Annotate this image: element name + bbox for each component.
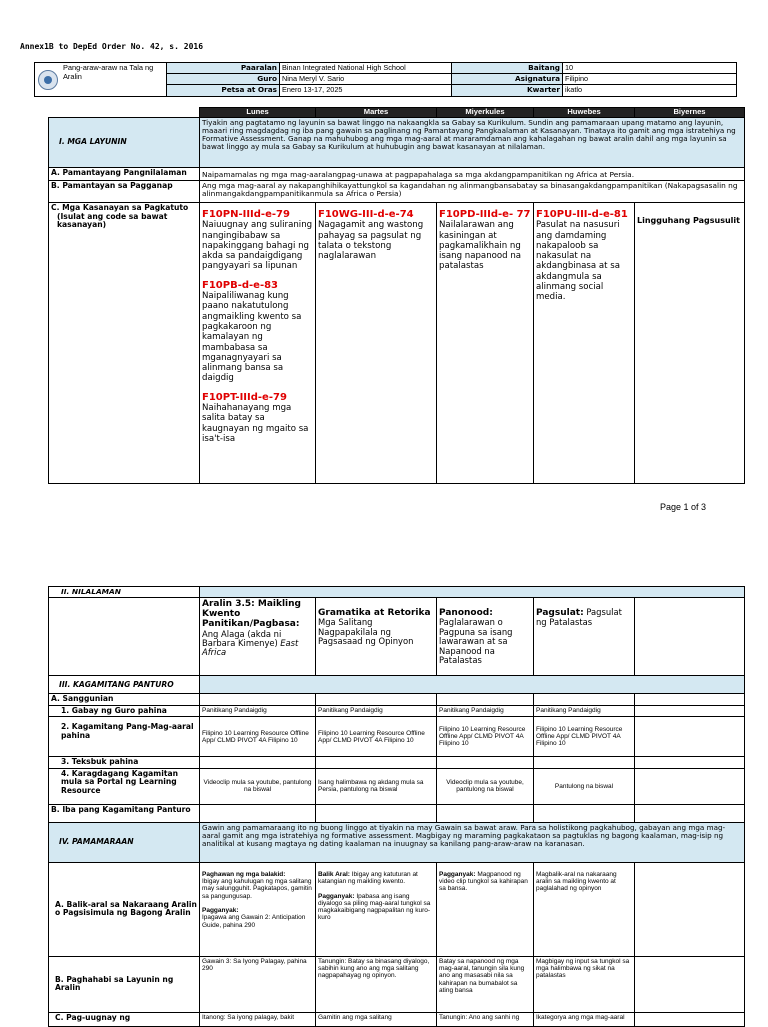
gabay-martes: Panitikang Pandaigdig	[316, 705, 437, 717]
balik-miy-t: Magpanood ng video clip tungkol sa kahirapan sa bansa.	[439, 870, 528, 893]
day-huwebes: Huwebes	[534, 108, 635, 118]
panonood-title: Panonood:	[439, 608, 493, 619]
kwarter-value: ikatlo	[563, 85, 737, 96]
kasanayan-label: C. Mga Kasanayan sa Pagkatuto	[51, 203, 189, 212]
balik-martes-h2: Pagganyak:	[318, 892, 355, 900]
pag-uugnay-martes: Gamitin ang mga salitang	[316, 1012, 437, 1026]
akda-text: Ang Alaga (akda ni Barbara Kimenye)	[202, 628, 282, 648]
paghahabi-martes: Tanungin: Batay sa binasang diyalogo, sabihin kung ano ang mga salitang nagpapahayag ng opinyon.	[316, 956, 437, 1012]
pag-uugnay-huwebes: Ikategorya ang mga mag-aaral	[534, 1012, 635, 1026]
page1-table	[48, 107, 745, 484]
pag-uugnay-lunes: Itanong: Sa iyong palagay, bakit	[200, 1012, 316, 1026]
kasanayan-lunes	[200, 203, 316, 484]
balik-lunes-t1: Ibigay ang kahulugan ng mga salitang may salungguhit. Pagkatapos, gamitin sa pangungusap.	[202, 878, 312, 900]
kasanayan-sub: (Isulat ang code sa bawat kasanayan)	[57, 211, 168, 229]
balik-miy-h: Pagganyak:	[439, 870, 476, 878]
kagamitan-pang-label: 2. Kagamitang Pang-Mag-aaral pahina	[49, 717, 200, 757]
pangnilalaman-label: A. Pamantayang Pangnilalaman	[49, 168, 200, 181]
pangnilalaman-text: Naipamamalas ng mga mag-aaralangpag-unawa at pagpapahalaga sa mga akdangpampanitikan ng Africa at Persia.	[200, 168, 745, 181]
day-martes: Martes	[316, 108, 437, 118]
day-miyerkules: Miyerkules	[437, 108, 534, 118]
balik-lunes-h1: Paghawan ng mga balakid:	[202, 870, 286, 878]
karagdagang-martes: Isang halimbawa ng akdang mula sa Persia, pantulong na biswal	[316, 768, 437, 804]
obj-lunes-3: Naihahanayang mga salita batay sa kaugnayan ng mgaito sa isa't-isa	[202, 402, 309, 444]
obj-lunes-2: Naipaliliwanag kung paano nakatutulong angmaikling kwento sa pagkakaroon ng kamalayan ng mambabasa sa mganagnyayari sa alinmang bansa sa daigdig	[202, 290, 302, 384]
kagamitan-martes: Filipino 10 Learning Resource Offline App/ CLMD PIVOT 4A Filipino 10	[316, 717, 437, 757]
aralin-title: Aralin 3.5: Maikling Kwento	[202, 599, 301, 620]
pamamaraan-label: IV. PAMAMARAAN	[49, 822, 200, 862]
code-huwebes: F10PU-III-d-e-81	[536, 209, 628, 220]
gabay-label: 1. Gabay ng Guro pahina	[49, 705, 200, 717]
balik-martes-t2: Ipabasa ang isang diyalogo sa piling mag-aaral tungkol sa magkakaibigang nagpapalitan ng kuro-kuro	[318, 892, 431, 922]
paghahabi-lunes: Gawain 3: Sa Iyong Palagay, pahina 290	[200, 956, 316, 1012]
code-lunes-3: F10PT-IIId-e-79	[202, 391, 287, 403]
akda-place: East Africa	[202, 637, 299, 658]
teksbuk-label: 3. Teksbuk pahina	[49, 757, 200, 769]
kasanayan-huwebes	[534, 203, 635, 484]
karagdagang-huwebes: Pantulong na biswal	[534, 768, 635, 804]
code-lunes-2: F10PB-d-e-83	[202, 279, 279, 291]
kagamitan-label: III. KAGAMITANG PANTURO	[49, 676, 200, 694]
nilalaman-martes	[316, 598, 437, 676]
pag-uugnay-miyerkules: Tanungin: Ano ang sanhi ng	[437, 1012, 534, 1026]
baitang-label: Baitang	[452, 63, 563, 74]
layunin-label: I. MGA LAYUNIN	[49, 118, 200, 168]
asignatura-value: Filipino	[563, 74, 737, 85]
petsa-value: Enero 13-17, 2025	[280, 85, 452, 96]
balik-martes-t1: Ibigay ang katuturan at katangian ng maikling kwento.	[318, 870, 418, 886]
gramatika-title: Gramatika at Retorika	[318, 608, 431, 619]
pagsulat-title: Pagsulat:	[536, 608, 584, 619]
obj-huwebes: Pasulat na nasusuri ang damdaming nakapaloob sa nakasulat na akdangbinasa at sa akdangmula sa alinmang social media.	[536, 220, 621, 303]
paaralan-value: Binan Integrated National High School	[280, 63, 452, 74]
balik-lunes-h2: Pagganyak:	[202, 907, 239, 915]
gabay-huwebes: Panitikang Pandaigdig	[534, 705, 635, 717]
kwarter-label: Kwarter	[452, 85, 563, 96]
layunin-text: Tiyakin ang pagtatamo ng layunin sa bawat linggo na nakaangkla sa Gabay sa Kurikulum. Sundin ang pamamaraan upang matamo ang layunin, maaari ring magdagdag ng iba pang gawain sa paglinang ng Pamantayang Pangkaalaman at Kasanayan. Tinataya ito gamit ang mga istratehiya ng Formative Assessment. Ganap na mahuhubog ang mga mag-aaral at mararamdaman ang kahalagahan ng bawat aralin dahil ang mga layunin sa bawat linggo ay mula sa Gabay sa Kurikulum at huhubugin ang bawat kasanayan at nilalaman.	[200, 118, 745, 168]
nilalaman-lunes	[200, 598, 316, 676]
kagamitan-lunes: Filipino 10 Learning Resource Offline App/ CLMD PIVOT 4A Filipino 10	[200, 717, 316, 757]
kasanayan-biyernes	[635, 203, 745, 484]
pamamaraan-text: Gawin ang pamamaraang ito ng buong linggo at tiyakin na may Gawain sa bawat araw. Para sa holistikong pagkahubog, gabayan ang mga mag-aaral gamit ang mga istratehiya ng formative assessment. Magbigay ng maraming pagkakataon sa pagtuklas ng bagong kaalaman, mag-isip ng analitikal at kusang magtaya ng dating kaalaman na inuugnay sa kanilang pang-araw-araw na karanasan.	[200, 822, 745, 862]
nilalaman-label: II. NILALAMAN	[49, 587, 200, 598]
iba-label: B. Iba pang Kagamitang Panturo	[49, 804, 200, 822]
balik-martes	[316, 862, 437, 956]
code-lunes-1: F10PN-IIId-e-79	[202, 209, 290, 220]
paghahabi-label: B. Paghahabi sa Layunin ng Aralin	[49, 956, 200, 1012]
pagsulat-text: Pagsulat ng Patalastas	[536, 607, 622, 628]
day-lunes: Lunes	[200, 108, 316, 118]
paaralan-label: Paaralan	[167, 63, 280, 74]
nilalaman-miyerkules	[437, 598, 534, 676]
balik-huwebes: Magbalik-aral na nakaraang aralin sa maikling kwento at paglalahad ng opinyon	[534, 862, 635, 956]
karagdagang-miyerkules: Videoclip mula sa youtube, pantulong na biswal	[437, 768, 534, 804]
guro-value: Nina Meryl V. Sario	[280, 74, 452, 85]
doc-title: Pang-araw-araw na Tala ng Aralin	[35, 63, 167, 97]
annex-title: Annex1B to DepEd Order No. 42, s. 2016	[20, 42, 204, 51]
obj-martes: Nagagamit ang wastong pahayag sa pagsulat ng talata o tekstong naglalarawan	[318, 220, 424, 262]
header-table	[34, 62, 737, 97]
balik-martes-h1: Balik Aral:	[318, 870, 350, 878]
kasanayan-martes	[316, 203, 437, 484]
day-biyernes: Biyernes	[635, 108, 745, 118]
obj-miyerkules: Nailalarawan ang kasiningan at pagkamalikhain ng isang napanood na patalastas	[439, 220, 522, 272]
paghahabi-miyerkules: Batay sa napanood ng mga mag-aaral, tanungin sila kung ano ang masasabi nila sa kahirapan na bumabalot sa ating bansa	[437, 956, 534, 1012]
balik-lunes-t2: Ipagawa ang Gawain 2: Anticipation Guide, pahina 290	[202, 914, 306, 929]
guro-label: Guro	[167, 74, 280, 85]
pag-uugnay-label: C. Pag-uugnay ng	[49, 1012, 200, 1026]
balik-lunes	[200, 862, 316, 956]
kagamitan-huwebes: Filipino 10 Learning Resource Offline App/ CLMD PIVOT 4A Filipino 10	[534, 717, 635, 757]
balik-miyerkules	[437, 862, 534, 956]
balik-label: A. Balik-aral sa Nakaraang Aralin o Pagsisimula ng Bagong Aralin	[49, 862, 200, 956]
pagganap-label: B. Pamantayan sa Pagganap	[49, 181, 200, 203]
kasanayan-miyerkules	[437, 203, 534, 484]
code-martes: F10WG-III-d-e-74	[318, 209, 414, 220]
paghahabi-huwebes: Magbigay ng input sa tungkol sa mga halimbawa ng sikat na patalastas	[534, 956, 635, 1012]
gramatika-text: Mga Salitang Nagpapakilala ng Pagsasaad ng Opinyon	[318, 617, 414, 647]
panonood-text: Paglalarawan o Pagpuna sa isang lawarawan at sa Napanood na Patalastas	[439, 617, 513, 665]
biyernes-text: Lingguhang Pagsusulit	[637, 216, 740, 225]
karagdagang-lunes: Videoclip mula sa youtube, pantulong na biswal	[200, 768, 316, 804]
petsa-label: Petsa at Oras	[167, 85, 280, 96]
kagamitan-miyerkules: Filipino 10 Learning Resource Offline App/ CLMD PIVOT 4A Filipino 10	[437, 717, 534, 757]
page-number: Page 1 of 3	[659, 502, 706, 512]
panitikan-label: Panitikan/Pagbasa:	[202, 619, 300, 630]
gabay-miyerkules: Panitikang Pandaigdig	[437, 705, 534, 717]
baitang-value: 10	[563, 63, 737, 74]
obj-lunes-1: Naiuugnay ang suliraning nangingibabaw sa napakinggang bahagi ng akda sa pandaigdigang pangyayari sa lipunan	[202, 220, 313, 272]
kasanayan-cell	[49, 203, 200, 484]
pagganap-text: Ang mga mag-aaral ay nakapanghihikayattungkol sa kagandahan ng alinmangbansabatay sa binasangakdangpampanitikan (Nakapagsasalin ng alinmangakdangpampanitikanmula sa Africa o Persia)	[200, 181, 745, 203]
asignatura-label: Asignatura	[452, 74, 563, 85]
page2-table	[48, 586, 745, 1027]
gabay-lunes: Panitikang Pandaigdig	[200, 705, 316, 717]
karagdagang-label: 4. Karagdagang Kagamitan mula sa Portal ng Learning Resource	[49, 768, 200, 804]
nilalaman-huwebes	[534, 598, 635, 676]
code-miyerkules: F10PD-IIId-e- 77	[439, 209, 531, 220]
sanggunian-label: A. Sanggunian	[49, 694, 200, 706]
